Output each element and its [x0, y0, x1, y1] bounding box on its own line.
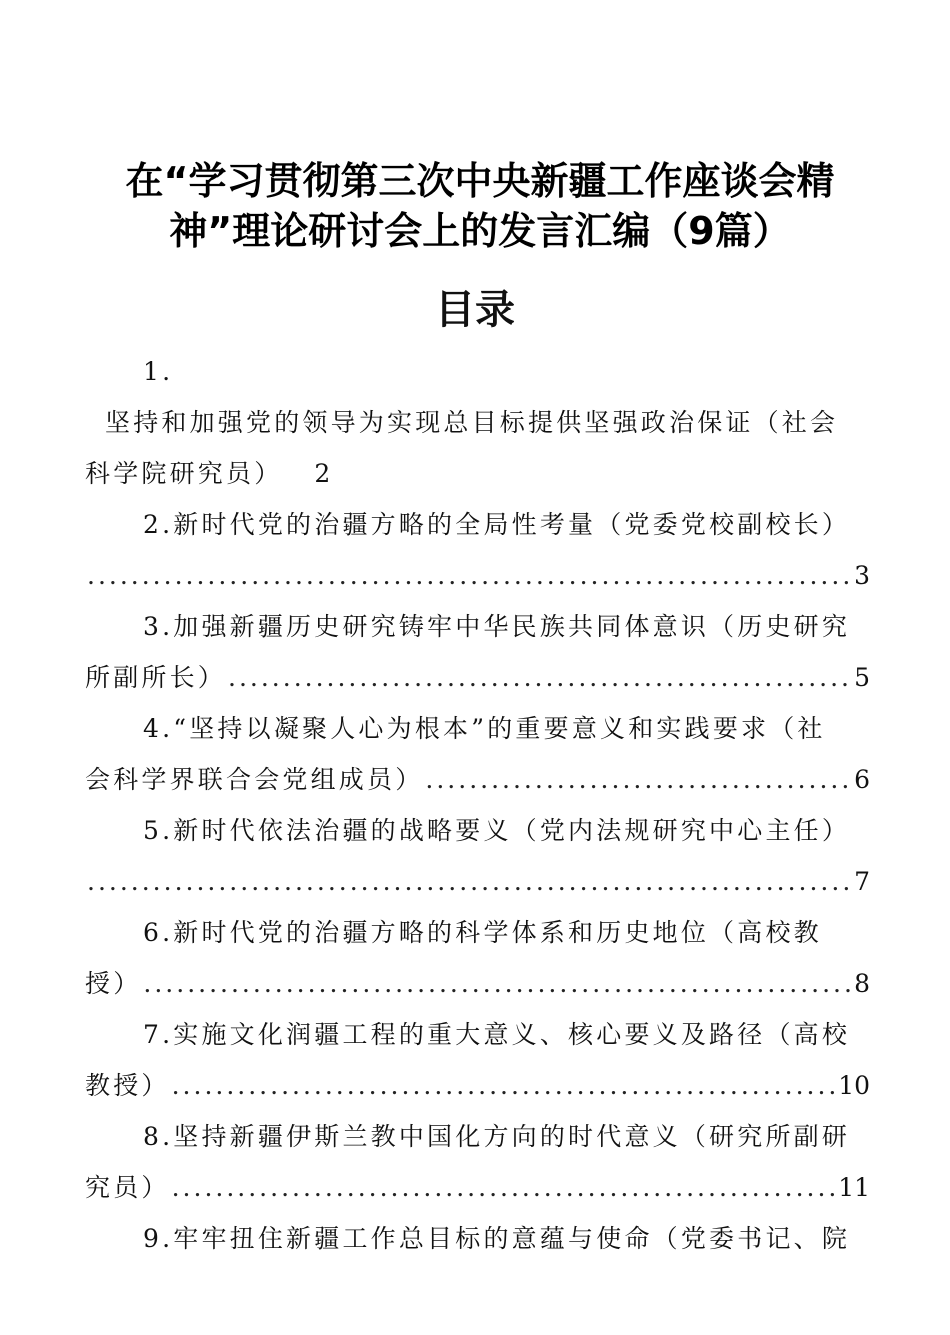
dot-leader [143, 958, 852, 1009]
toc-entry-title-cont [85, 448, 870, 499]
toc-entry-title: 7.实施文化润疆工程的重大意义、核心要义及路径（高校 [143, 1020, 851, 1049]
toc-entry-5[interactable] [85, 805, 870, 907]
toc-entry-1[interactable] [85, 346, 870, 499]
table-of-contents [85, 346, 870, 1264]
toc-entry-leader-row [85, 856, 870, 907]
dot-leader [425, 754, 852, 805]
toc-page-number: 2 [314, 459, 331, 488]
toc-entry-6[interactable] [85, 907, 870, 1009]
toc-entry-number: 1. [143, 357, 174, 386]
toc-page-number: 3 [854, 561, 870, 590]
toc-entry-title: 9.牢牢扭住新疆工作总目标的意蕴与使命（党委书记、院 [143, 1224, 851, 1253]
document-title [90, 156, 870, 256]
toc-entry-title: 4.“坚持以凝聚人心为根本”的重要意义和实践要求（社 [143, 714, 826, 743]
toc-page-number: 5 [854, 663, 870, 692]
toc-entry-leader-row [85, 754, 870, 805]
dot-leader [228, 652, 852, 703]
toc-entry-title: 5.新时代依法治疆的战略要义（党内法规研究中心主任） [143, 816, 851, 845]
toc-entry-title-cont: 所副所长） [85, 663, 227, 692]
toc-page-number: 6 [854, 765, 870, 794]
toc-page-number: 10 [838, 1071, 870, 1100]
dot-leader [172, 1162, 837, 1213]
toc-entry-leader-row [85, 958, 870, 1009]
toc-entry-9[interactable] [85, 1213, 870, 1264]
toc-entry-title-cont: 会科学界联合会党组成员） [85, 765, 424, 794]
toc-entry-title: 坚持和加强党的领导为实现总目标提供坚强政治保证（社会 [105, 408, 839, 437]
toc-entry-title-cont-text: 科学院研究员） [85, 459, 283, 488]
toc-entry-leader-row [85, 652, 870, 703]
toc-entry-7[interactable] [85, 1009, 870, 1111]
toc-heading: 目录 [435, 287, 515, 333]
toc-entry-3[interactable] [85, 601, 870, 703]
toc-entry-leader-row [85, 1060, 870, 1111]
toc-entry-leader-row [85, 550, 870, 601]
title-line-2: 神”理论研讨会上的发言汇编（9篇） [169, 209, 791, 253]
dot-leader [87, 550, 852, 601]
toc-page-number: 11 [838, 1173, 870, 1202]
toc-entry-title-cont: 授） [85, 969, 142, 998]
toc-entry-8[interactable] [85, 1111, 870, 1213]
dot-leader [172, 1060, 837, 1111]
toc-entry-title-cont: 究员） [85, 1173, 170, 1202]
title-line-1: 在“学习贯彻第三次中央新疆工作座谈会精 [125, 159, 835, 203]
toc-entry-leader-row [85, 1162, 870, 1213]
toc-page-number: 7 [854, 867, 870, 896]
toc-page-number: 8 [854, 969, 870, 998]
toc-entry-title: 6.新时代党的治疆方略的科学体系和历史地位（高校教 [143, 918, 822, 947]
toc-entry-4[interactable] [85, 703, 870, 805]
toc-entry-title-cont: 教授） [85, 1071, 170, 1100]
dot-leader [87, 856, 852, 907]
toc-entry-title: 2.新时代党的治疆方略的全局性考量（党委党校副校长） [143, 510, 851, 539]
toc-entry-2[interactable] [85, 499, 870, 601]
toc-entry-title: 8.坚持新疆伊斯兰教中国化方向的时代意义（研究所副研 [143, 1122, 851, 1151]
toc-entry-title: 3.加强新疆历史研究铸牢中华民族共同体意识（历史研究 [143, 612, 851, 641]
